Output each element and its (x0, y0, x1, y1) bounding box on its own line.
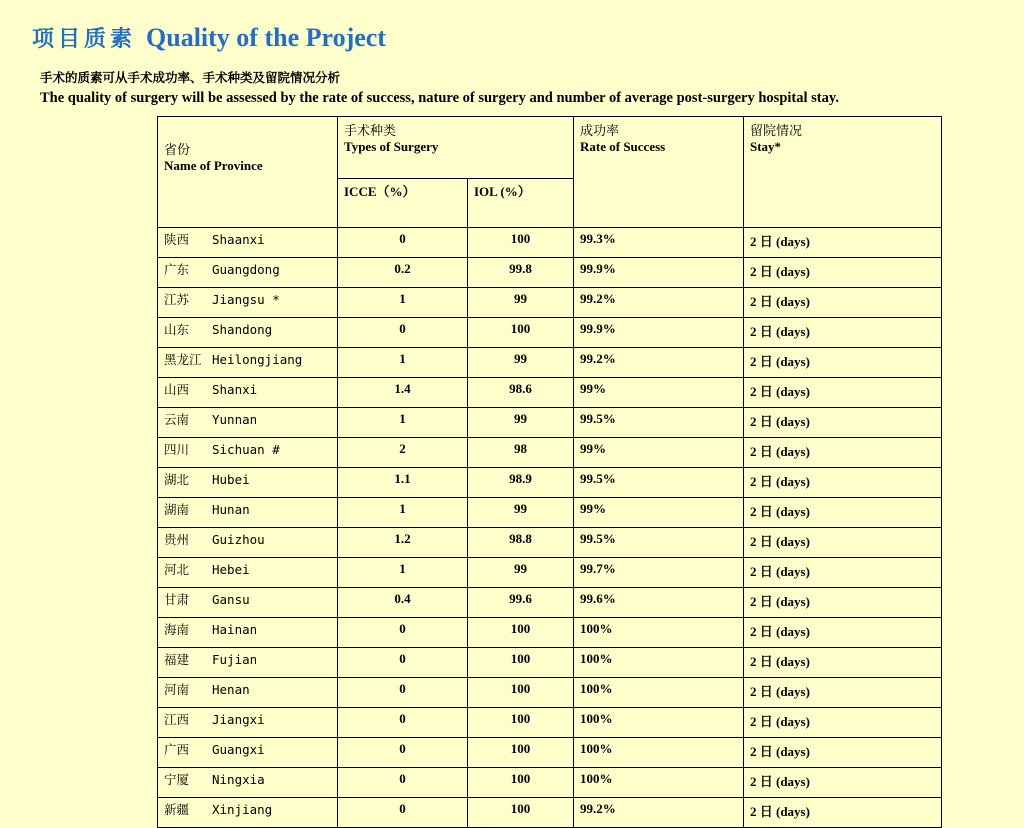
stay-cell: 2 日 (days) (744, 408, 942, 438)
icce-cell: 0 (338, 798, 468, 828)
success-rate-cell: 100% (574, 618, 744, 648)
stay-cell: 2 日 (days) (744, 558, 942, 588)
province-cn: 山东 (164, 322, 190, 337)
success-rate-cell: 99.5% (574, 528, 744, 558)
stay-cell: 2 日 (days) (744, 738, 942, 768)
province-en: Guangxi (212, 742, 265, 757)
province-cn: 湖南 (164, 502, 190, 517)
header-stay (744, 117, 942, 228)
header-province (158, 117, 338, 228)
province-cell (158, 378, 338, 408)
header-success-rate (574, 117, 744, 228)
stay-cell: 2 日 (days) (744, 438, 942, 468)
subtitle-cn: 手术的质素可从手术成功率、手术种类及留院情况分析 (40, 70, 341, 85)
success-rate-cell: 99.2% (574, 288, 744, 318)
table-row (158, 288, 942, 318)
header-row (158, 117, 942, 179)
header-surgery-types (338, 117, 574, 179)
table-row (158, 648, 942, 678)
province-cn: 山西 (164, 382, 190, 397)
success-rate-cell: 99.2% (574, 348, 744, 378)
success-rate-cell: 100% (574, 648, 744, 678)
province-en: Hunan (212, 502, 250, 517)
province-en: Shandong (212, 322, 273, 337)
table-row (158, 438, 942, 468)
province-cn: 云南 (164, 412, 190, 427)
header-province-en: Name of Province (164, 158, 263, 173)
province-cell (158, 288, 338, 318)
icce-cell: 1.4 (338, 378, 468, 408)
table-row (158, 528, 942, 558)
province-cell (158, 498, 338, 528)
province-cell (158, 228, 338, 258)
iol-cell: 98.9 (468, 468, 574, 498)
stay-cell: 2 日 (days) (744, 588, 942, 618)
icce-cell: 1 (338, 498, 468, 528)
province-en: Yunnan (212, 412, 258, 427)
province-cn: 贵州 (164, 532, 190, 547)
province-en: Fujian (212, 652, 258, 667)
header-success-cn: 成功率 (580, 124, 620, 139)
table-row (158, 378, 942, 408)
success-rate-cell: 99.5% (574, 468, 744, 498)
header-surgery-cn: 手术种类 (344, 124, 397, 139)
stay-cell: 2 日 (days) (744, 468, 942, 498)
iol-cell: 100 (468, 738, 574, 768)
province-cell (158, 588, 338, 618)
table-row (158, 228, 942, 258)
province-cn: 河南 (164, 682, 190, 697)
province-cell (158, 348, 338, 378)
province-cn: 陕西 (164, 232, 190, 247)
page-title-en: Quality of the Project (146, 23, 386, 52)
province-cn: 四川 (164, 442, 190, 457)
iol-cell: 99.6 (468, 588, 574, 618)
table-row (158, 558, 942, 588)
province-en: Jiangsu * (212, 292, 280, 307)
icce-cell: 1 (338, 408, 468, 438)
success-rate-cell: 99.2% (574, 798, 744, 828)
iol-cell: 100 (468, 618, 574, 648)
subtitle-en: The quality of surgery will be assessed by the rate of success, nature of surgery and number of average post-surgery hospital stay. (40, 90, 839, 106)
province-cn: 福建 (164, 652, 190, 667)
icce-cell: 1.1 (338, 468, 468, 498)
province-cn: 湖北 (164, 472, 190, 487)
table-row (158, 348, 942, 378)
table-row (158, 678, 942, 708)
icce-cell: 1 (338, 288, 468, 318)
table-row (158, 258, 942, 288)
success-rate-cell: 99.5% (574, 408, 744, 438)
province-en: Xinjiang (212, 802, 273, 817)
iol-cell: 100 (468, 318, 574, 348)
table-row (158, 318, 942, 348)
icce-cell: 0.2 (338, 258, 468, 288)
iol-cell: 99.8 (468, 258, 574, 288)
stay-cell: 2 日 (days) (744, 708, 942, 738)
success-rate-cell: 100% (574, 678, 744, 708)
success-rate-cell: 99% (574, 378, 744, 408)
iol-cell: 100 (468, 768, 574, 798)
icce-cell: 0 (338, 678, 468, 708)
table-row (158, 588, 942, 618)
province-cell (158, 708, 338, 738)
quality-table (157, 116, 942, 828)
stay-cell: 2 日 (days) (744, 498, 942, 528)
province-cell (158, 678, 338, 708)
table-row (158, 618, 942, 648)
success-rate-cell: 99.3% (574, 228, 744, 258)
table-row (158, 768, 942, 798)
header-surgery-en: Types of Surgery (344, 139, 439, 154)
icce-cell: 0 (338, 738, 468, 768)
header-iol: IOL (%） (468, 179, 574, 228)
success-rate-cell: 100% (574, 708, 744, 738)
province-cn: 宁厦 (164, 772, 190, 787)
province-cell (158, 468, 338, 498)
table-row (158, 738, 942, 768)
province-cn: 黑龙江 (164, 352, 202, 367)
province-en: Henan (212, 682, 250, 697)
province-cell (158, 558, 338, 588)
iol-cell: 100 (468, 228, 574, 258)
province-en: Hainan (212, 622, 258, 637)
icce-cell: 1 (338, 348, 468, 378)
stay-cell: 2 日 (days) (744, 618, 942, 648)
iol-cell: 99 (468, 348, 574, 378)
icce-cell: 0 (338, 318, 468, 348)
iol-cell: 100 (468, 678, 574, 708)
header-province-cn: 省份 (164, 143, 191, 158)
province-en: Sichuan # (212, 442, 280, 457)
success-rate-cell: 100% (574, 768, 744, 798)
province-cell (158, 258, 338, 288)
success-rate-cell: 99.7% (574, 558, 744, 588)
stay-cell: 2 日 (days) (744, 228, 942, 258)
page-title (32, 22, 386, 53)
iol-cell: 98 (468, 438, 574, 468)
iol-cell: 99 (468, 558, 574, 588)
icce-cell: 2 (338, 438, 468, 468)
iol-cell: 100 (468, 798, 574, 828)
stay-cell: 2 日 (days) (744, 288, 942, 318)
success-rate-cell: 99% (574, 498, 744, 528)
province-cn: 广西 (164, 742, 190, 757)
province-cn: 江西 (164, 712, 190, 727)
province-en: Guangdong (212, 262, 280, 277)
stay-cell: 2 日 (days) (744, 258, 942, 288)
province-en: Hebei (212, 562, 250, 577)
province-cell (158, 408, 338, 438)
icce-cell: 1.2 (338, 528, 468, 558)
province-cell (158, 738, 338, 768)
province-en: Shaanxi (212, 232, 265, 247)
province-cell (158, 648, 338, 678)
stay-cell: 2 日 (days) (744, 798, 942, 828)
icce-cell: 0 (338, 768, 468, 798)
iol-cell: 98.8 (468, 528, 574, 558)
header-icce: ICCE（%） (338, 179, 468, 228)
province-cell (158, 768, 338, 798)
icce-cell: 0 (338, 648, 468, 678)
success-rate-cell: 99.6% (574, 588, 744, 618)
success-rate-cell: 99.9% (574, 318, 744, 348)
icce-cell: 0 (338, 708, 468, 738)
table-row (158, 708, 942, 738)
stay-cell: 2 日 (days) (744, 318, 942, 348)
iol-cell: 100 (468, 708, 574, 738)
province-cn: 甘肃 (164, 592, 190, 607)
iol-cell: 99 (468, 288, 574, 318)
province-en: Guizhou (212, 532, 265, 547)
province-en: Hubei (212, 472, 250, 487)
province-cn: 江苏 (164, 292, 190, 307)
table-row (158, 408, 942, 438)
province-cn: 广东 (164, 262, 190, 277)
iol-cell: 99 (468, 498, 574, 528)
province-en: Ningxia (212, 772, 265, 787)
iol-cell: 100 (468, 648, 574, 678)
success-rate-cell: 99% (574, 438, 744, 468)
iol-cell: 98.6 (468, 378, 574, 408)
province-cell (158, 528, 338, 558)
header-stay-en: Stay* (750, 139, 782, 154)
province-cell (158, 618, 338, 648)
province-cn: 新疆 (164, 802, 190, 817)
header-stay-cn: 留院情况 (750, 124, 803, 139)
stay-cell: 2 日 (days) (744, 348, 942, 378)
table-row (158, 468, 942, 498)
iol-cell: 99 (468, 408, 574, 438)
province-en: Jiangxi (212, 712, 265, 727)
table-row (158, 798, 942, 828)
page-title-cn: 项目质素 (32, 27, 137, 52)
stay-cell: 2 日 (days) (744, 768, 942, 798)
province-cell (158, 798, 338, 828)
province-cn: 河北 (164, 562, 190, 577)
icce-cell: 1 (338, 558, 468, 588)
icce-cell: 0 (338, 618, 468, 648)
success-rate-cell: 100% (574, 738, 744, 768)
province-cell (158, 318, 338, 348)
province-en: Heilongjiang (212, 352, 303, 367)
table-row (158, 498, 942, 528)
stay-cell: 2 日 (days) (744, 648, 942, 678)
icce-cell: 0.4 (338, 588, 468, 618)
header-success-en: Rate of Success (580, 139, 666, 154)
stay-cell: 2 日 (days) (744, 528, 942, 558)
icce-cell: 0 (338, 228, 468, 258)
province-cn: 海南 (164, 622, 190, 637)
province-en: Shanxi (212, 382, 258, 397)
success-rate-cell: 99.9% (574, 258, 744, 288)
stay-cell: 2 日 (days) (744, 378, 942, 408)
stay-cell: 2 日 (days) (744, 678, 942, 708)
province-cell (158, 438, 338, 468)
province-en: Gansu (212, 592, 250, 607)
